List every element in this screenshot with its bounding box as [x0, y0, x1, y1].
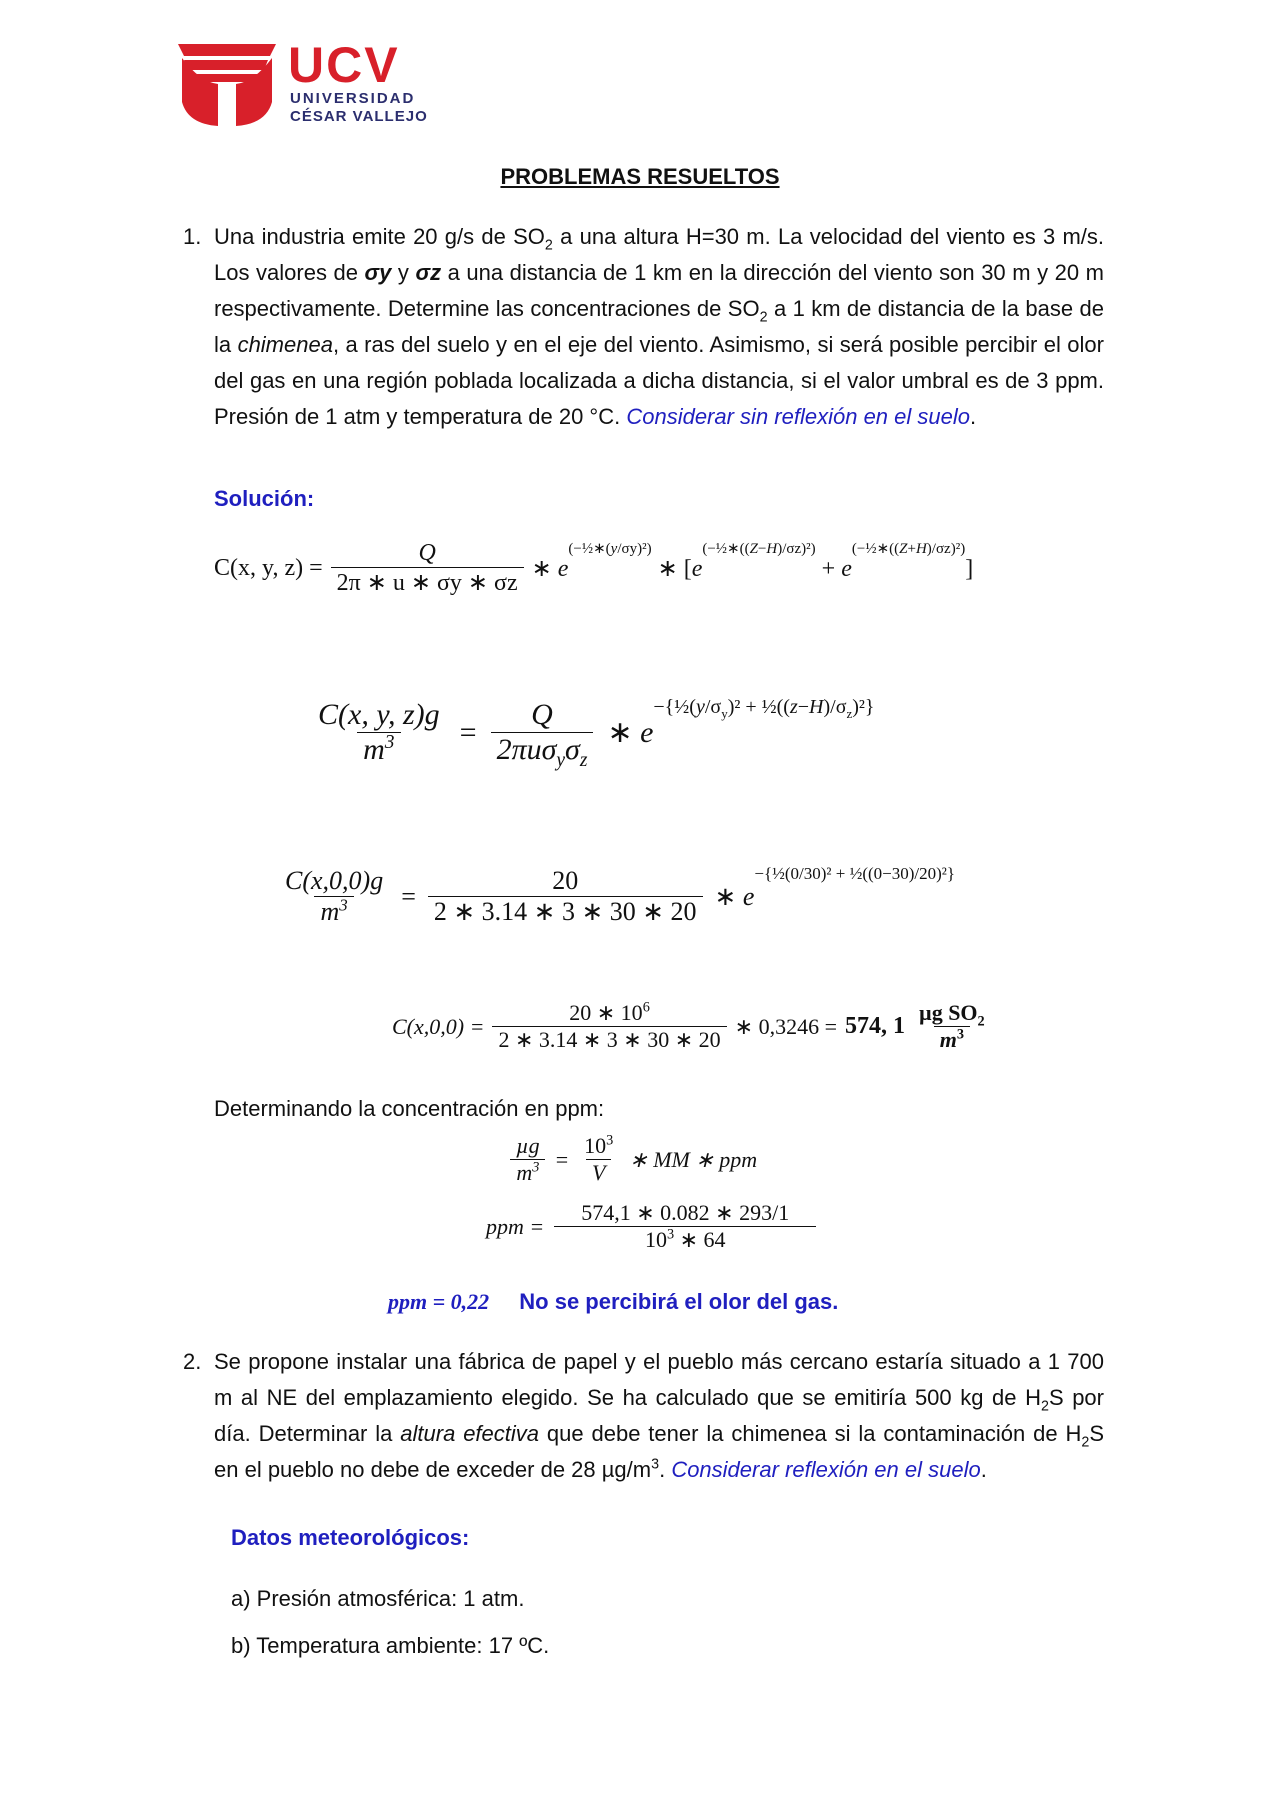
logo-brand: UCV — [288, 37, 400, 93]
equation-4: C(x,0,0) = $\frac{20 ∗ 10^6}{2 ∗ 3.14 ∗ 3 ∗ 30 ∗ 20}$ ∗ 0,3246 = 574, 1 $\frac{\mu g SO_2}{m^3}$ — [392, 999, 985, 1052]
answer-text: No se percibirá el olor del gas. — [519, 1289, 839, 1314]
problem-2-number: 2. — [183, 1349, 202, 1374]
page-title: PROBLEMAS RESUELTOS — [500, 164, 780, 189]
equation-6: ppm = $\frac{574,1 ∗ 0.082 ∗ 293/1}{10^3 ∗ 64}$ — [486, 1200, 816, 1253]
ucv-shield-icon — [178, 42, 278, 127]
meteo-item-b: b) Temperatura ambiente: 17 ºC. — [231, 1633, 550, 1658]
problem-2-text: Se propone instalar una fábrica de papel y el pueblo más cercano estaría situado a 1 700 m al NE del emplazamiento elegido. Se ha calculado que se emitiría 500 kg de $H_2S$ por día. Determinar la altura efectiva que debe tener la chimenea si la contaminación de $H_2S$ en el pueblo no debe de exceder de 28 $\mu g/m^3$. Considerar reflexión en el suelo. — [214, 1349, 1104, 1482]
meteo-label: Datos meteorológicos: — [231, 1525, 470, 1550]
equation-1: C(x, y, z) = $\frac{Q}{2\pi ∗ u ∗ \sigma y ∗ \sigma z}$ ∗ $e^{(-\frac{1}{2}∗(y/\sigma y)^2)}$ ∗ $[e^{(-\frac{1}{2}∗((Z-H)/\sigma z)^2)} + e^{(-\frac{1}{2}∗((Z+H)/\sigma z)^2)}]$ — [214, 540, 974, 596]
ucv-logo — [178, 37, 438, 127]
problem-1-number: 1. — [183, 224, 202, 249]
equation-2: $\frac{C(x, y, z)g}{m^3}$ = $\frac{Q}{2\pi u\sigma_y\sigma_z}$ ∗ $e^{-\{\frac{1}{2}(y/\sigma_y)^2 + \frac{1}{2}((z-H)/\sigma_z)^2\}}$ — [318, 696, 875, 771]
logo-line1: UNIVERSIDAD — [290, 90, 416, 107]
answer-value: ppm = 0,22 — [388, 1289, 490, 1314]
solution-label: Solución: — [214, 486, 315, 511]
meteo-item-a: a) Presión atmosférica: 1 atm. — [231, 1586, 525, 1611]
equation-3: $\frac{C(x,0,0)g}{m^3}$ = $\frac{20}{2 ∗ 3.14 ∗ 3 ∗ 30 ∗ 20}$ ∗ $e^{-\{\frac{1}{2}(0/30)^2 + \frac{1}{2}((0-30)/20)^2\}}$ — [285, 863, 956, 926]
equation-5: $\frac{\text{µg}}{m^3}$ = $\frac{10^3}{V}$ ∗ MM ∗ ppm — [510, 1133, 757, 1186]
answer-line — [388, 1289, 838, 1315]
problem-1-text: Una industria emite 20 g/s de $SO_2$ a una altura H=30 m. La velocidad del viento es 3 m/s. Los valores de σy y σz a una distancia de 1 km en la dirección del viento son 30 m y 20 m respectivamente. Determine las concentraciones de $SO_2$ a 1 km de distancia de la base de la chimenea, a ras del suelo y en el eje del viento. Asimismo, si será posible percibir el olor del gas en una región poblada localizada a dicha distancia, si el valor umbral es de 3 ppm. Presión de 1 atm y temperatura de 20 °C. Considerar sin reflexión en el suelo. — [214, 224, 1105, 429]
ppm-intro: Determinando la concentración en ppm: — [214, 1096, 605, 1121]
logo-line2: CÉSAR VALLEJO — [290, 108, 428, 125]
